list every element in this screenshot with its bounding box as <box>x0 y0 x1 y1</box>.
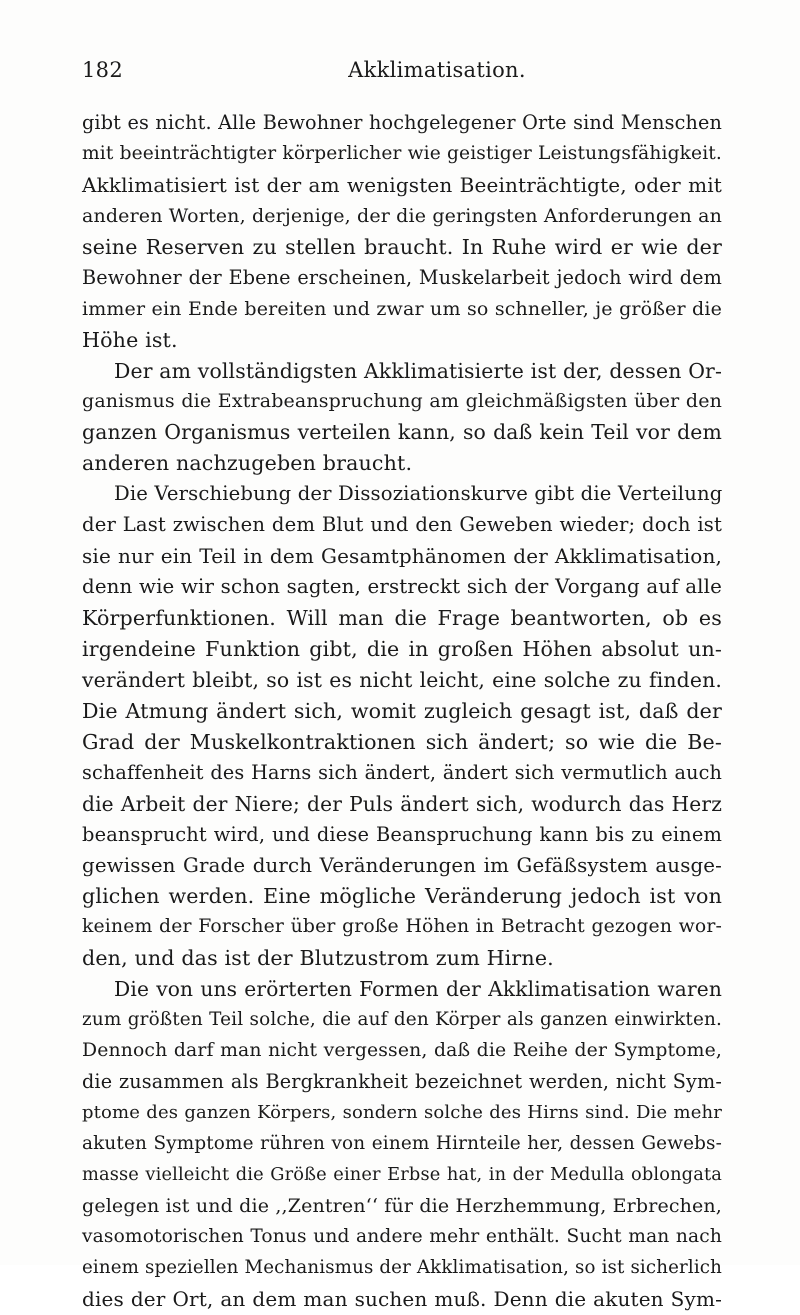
text-line: ganzen Organismus verteilen kann, so daß kein Teil vor dem <box>82 420 722 445</box>
text-line: Bewohner der Ebene erscheinen, Muskelarbeit jedoch wird dem <box>82 265 722 289</box>
text-line: der Last zwischen dem Blut und den Geweben wieder; doch ist <box>82 513 722 537</box>
text-line: einem speziellen Mechanismus der Akklimatisation, so ist sicherlich <box>82 1256 722 1278</box>
text-line: die Arbeit der Niere; der Puls ändert sich, wodurch das Herz <box>82 791 722 816</box>
text-line: Die Atmung ändert sich, womit zugleich gesagt ist, daß der <box>82 698 722 723</box>
text-line: Akklimatisiert ist der am wenigsten Beeinträchtigte, oder mit <box>82 172 722 197</box>
text-line: Grad der Muskelkontraktionen sich ändert; so wie die Be- <box>82 729 722 754</box>
text-line: gelegen ist und die ,,Zentren‘‘ für die Herzhemmung, Erbrechen, <box>82 1194 722 1217</box>
text-line: akuten Symptome rühren von einem Hirnteile her, dessen Gewebs- <box>82 1132 722 1154</box>
text-line: keinem der Forscher über große Höhen in Betracht gezogen wor- <box>82 916 722 938</box>
text-line: ptome des ganzen Körpers, sondern solche des Hirns sind. Die mehr <box>82 1102 722 1123</box>
text-line: vasomotorischen Tonus und andere mehr enthält. Sucht man nach <box>82 1225 722 1247</box>
text-line: zum größten Teil solche, die auf den Körper als ganzen einwirkten. <box>82 1009 722 1031</box>
text-line: Die Verschiebung der Dissoziationskurve gibt die Verteilung <box>114 482 723 506</box>
text-line: ganismus die Extrabeanspruchung am gleichmäßigsten über den <box>82 390 722 413</box>
text-line: gewissen Grade durch Veränderungen im Gefäßsystem ausge- <box>82 853 722 877</box>
text-line: schaffenheit des Harns sich ändert, ändert sich vermutlich auch <box>82 760 722 784</box>
text-line: denn wie wir schon sagten, erstreckt sich der Vorgang auf alle <box>82 575 722 599</box>
text-line: dies der Ort, an dem man suchen muß. Denn die akuten Sym- <box>82 1286 722 1311</box>
text-line: Körperfunktionen. Will man die Frage beantworten, ob es <box>82 606 722 630</box>
text-line: seine Reserven zu stellen braucht. In Ruhe wird er wie der <box>82 234 722 259</box>
text-line: Der am vollständigsten Akklimatisierte ist der, dessen Or- <box>114 358 722 383</box>
text-line: beansprucht wird, und diese Beanspruchung kann bis zu einem <box>82 822 722 846</box>
text-line: den, und das ist der Blutzustrom zum Hirne. <box>82 946 554 971</box>
text-line: die zusammen als Bergkrankheit bezeichnet werden, nicht Sym- <box>82 1070 722 1094</box>
text-line: Die von uns erörterten Formen der Akklimatisation waren <box>114 977 722 1002</box>
text-line: mit beeinträchtigter körperlicher wie geistiger Leistungsfähigkeit. <box>82 142 722 164</box>
text-line: anderen nachzugeben braucht. <box>82 451 413 476</box>
text-line: verändert bleibt, so ist es nicht leicht, eine solche zu finden. <box>82 667 722 692</box>
text-line: Dennoch darf man nicht vergessen, daß die Reihe der Symptome, <box>82 1040 722 1062</box>
text-line: glichen werden. Eine mögliche Veränderung jedoch ist von <box>82 884 722 909</box>
text-line: Höhe ist. <box>82 327 178 352</box>
text-line: masse vielleicht die Größe einer Erbse hat, in der Medulla oblongata <box>82 1163 722 1185</box>
page-header <box>82 58 722 88</box>
text-line: sie nur ein Teil in dem Gesamtphänomen der Akklimatisation, <box>82 544 722 569</box>
text-line: gibt es nicht. Alle Bewohner hochgelegener Orte sind Menschen <box>82 111 722 134</box>
text-line: immer ein Ende bereiten und zwar um so schneller, je größer die <box>82 297 722 320</box>
text-line: irgendeine Funktion gibt, die in großen Höhen absolut un- <box>82 636 722 661</box>
body-text <box>82 108 722 1315</box>
running-title: Akklimatisation. <box>348 58 526 82</box>
page-number: 182 <box>82 58 123 82</box>
text-line: anderen Worten, derjenige, der die geringsten Anforderungen an <box>82 204 722 227</box>
